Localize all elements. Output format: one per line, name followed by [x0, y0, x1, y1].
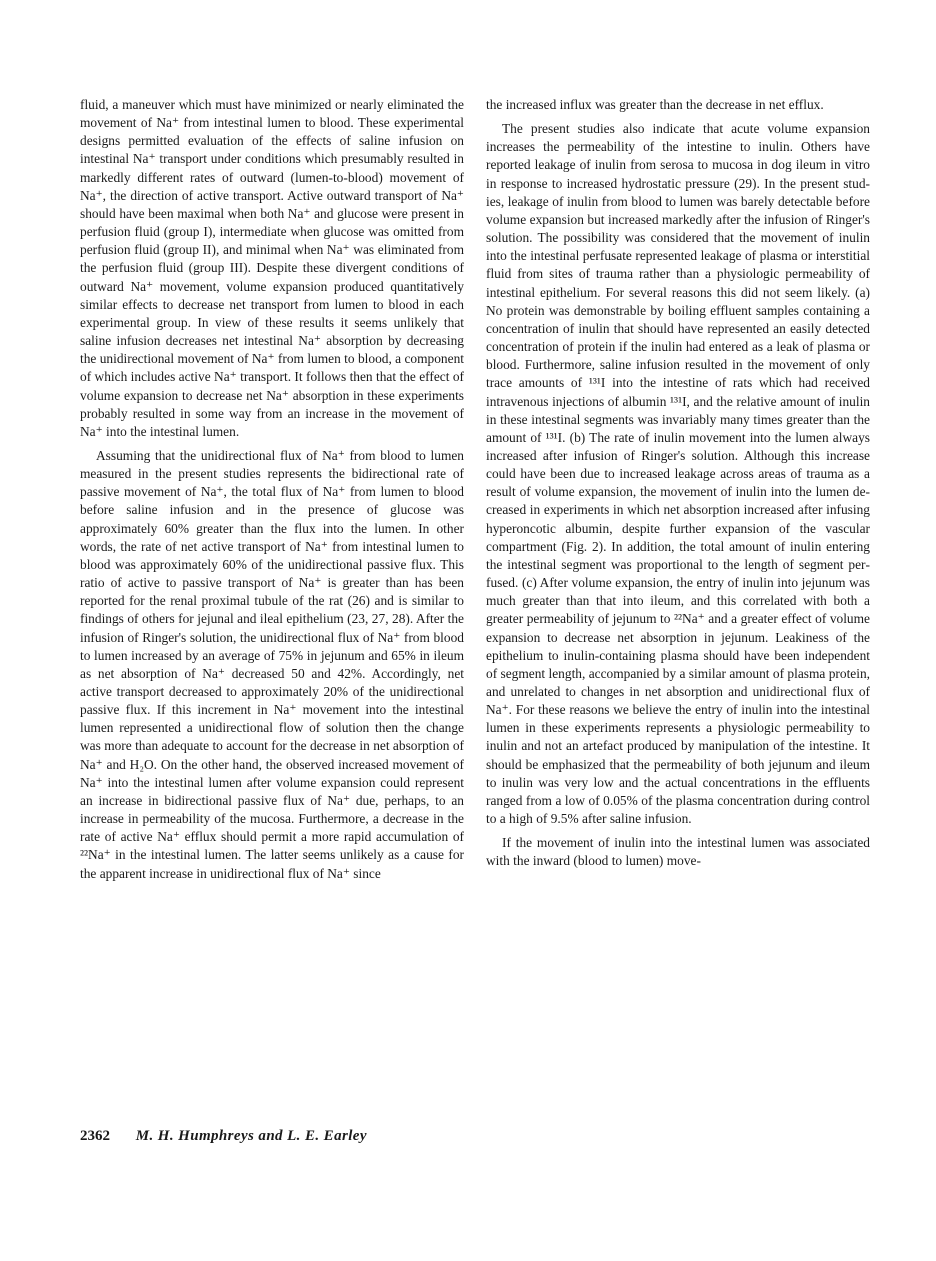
right-column [486, 96, 870, 877]
page-footer [80, 1128, 367, 1145]
body-paragraph: If the movement of inulin into the intestinal lumen was associated with the inward (blood to lumen) move- [486, 835, 870, 869]
left-column [80, 96, 464, 889]
body-paragraph: Assuming that the unidirectional flux of Na⁺ from blood to lumen measured in the present studies represents the bidirectional rate of passive movement of Na⁺, the total flux of Na⁺ from lumen to blood before saline infusion and in the presence of glucose was approximately 60% greater than the flux into the lumen. In other words, the rate of net active transport of Na⁺ from intestinal lumen to blood was approximately 60% of the unidirectional passive flux. This ratio of active to passive transport of Na⁺ is greater than has been reported for the renal proximal tubule of the rat (26) and is similar to findings of others for jejunal and ileal epithelium (23, 27, 28). After the infusion of Ringer's solution, the unidirectional flux of Na⁺ from blood to lumen increased by an average of 75% in jejunum and 65% in ileum as net absorption of Na⁺ decreased 50 and 42%. Accordingly, net active transport decreased to approximately 20% of the unidirectional passive flux. If this increment in Na⁺ movement into the intestinal lumen represented a unidirectional flow of solution then the change was more than adequate to account for the decrease in net absorption of Na⁺ and H₂O. On the other hand, the observed increased movement of Na⁺ into the intestinal lumen after volume expansion could represent an increase in bidirectional passive flux of Na⁺ due, perhaps, to an increase in permeability of the mucosa. Furthermore, a decrease in the rate of active Na⁺ efflux should permit a more rapid accumulation of ²²Na⁺ in the intestinal lumen. The latter seems unlikely as a cause for the apparent increase in unidirectional flux of Na⁺ since [80, 447, 464, 881]
page-number: 2362 [80, 1128, 110, 1144]
running-authors: M. H. Humphreys and L. E. Earley [135, 1128, 367, 1144]
body-paragraph: The present studies also indicate that acute volume expansion increases the permeability of the intestine to inulin. Others have reported leakage of inulin from serosa to mucosa in dog ileum in vitro in response to increased hydrostatic pressure (29). In the present studies, leakage of inulin from blood to lumen was barely detectable before volume expansion but increased markedly after the infusion of Ringer's solution. The possibility was considered that the movement of inulin into the intestinal perfusate represented leakage of plasma or interstitial fluid from sites of trauma rather than a physiologic permeability of intestinal epithelium. For several reasons this did not seem likely. (a) No protein was demonstrable by boiling effluent samples containing a concentration of inulin that should have represented an easily detected concentration of protein if the inulin had entered as a leak of plasma or blood. Furthermore, saline infusion resulted in the movement of only trace amounts of ¹³¹I into the intestine of rats which had received intravenous injections of albumin ¹³¹I, and the relative amount of inulin in these intestinal segments was invariably many times greater than the amount of ¹³¹I. (b) The rate of inulin movement into the lumen always increased after infusion of Ringer's solution. Although this increase could have been due to increased leakage across areas of trauma as a result of volume expansion, the movement of inulin into the lumen decreased in experiments in which net absorption increased after infusing hyperoncotic albumin, despite further expansion of the vascular compartment (Fig. 2). In addition, the total amount of inulin entering the intestinal segment was proportional to the length of segment perfused. (c) After volume expansion, the entry of inulin into jejunum was much greater than that into ileum, and this correlated with both a greater permeability of jejunum to ²²Na⁺ and a greater effect of volume expansion to decrease net absorption in jejunum. Leakiness of the epithelium to inulin-containing plasma should have been independent of segment length, accompanied by a similar amount of plasma protein, and unrelated to changes in net absorption and unidirectional flux of Na⁺. For these reasons we believe the entry of inulin into the intestinal lumen in these experiments represents a physiologic permeability to inulin and not an artefact produced by manipulation of the intestine. It should be emphasized that the permeability of both jejunum and ileum to inulin was very low and the actual concentrations in the effluents ranged from a low of 0.05% of the plasma concentration during control to a high of 9.5% after saline infusion. [486, 121, 870, 827]
body-paragraph: fluid, a maneuver which must have minimized or nearly eliminated the movement of Na⁺ from intestinal lumen to blood. These experimental designs permitted evaluation of the effects of saline infusion on intestinal Na⁺ transport under conditions which presumably resulted in markedly different rates of outward (lumen-to-blood) movement of Na⁺, the direction of active transport. Active outward transport of Na⁺ should have been maximal when both Na⁺ and glucose were present in perfusion fluid (group I), intermediate when glucose was omitted from perfusion fluid (group II), and minimal when Na⁺ was eliminated from the perfusion fluid (group III). Despite these divergent conditions of outward Na⁺ movement, volume expansion produced quantitatively similar effects to decrease net transport from lumen to blood in each experimental group. In view of these results it seems unlikely that saline infusion decreases net intestinal Na⁺ absorption by decreasing the unidirectional movement of Na⁺ from lumen to blood, a component of which includes active Na⁺ transport. It follows then that the effect of volume expansion to decrease net Na⁺ absorption in these experiments probably resulted in some way from an increase in the movement of Na⁺ into the intestinal lumen. [80, 97, 464, 439]
body-paragraph: the increased influx was greater than the decrease in net efflux. [486, 97, 824, 112]
